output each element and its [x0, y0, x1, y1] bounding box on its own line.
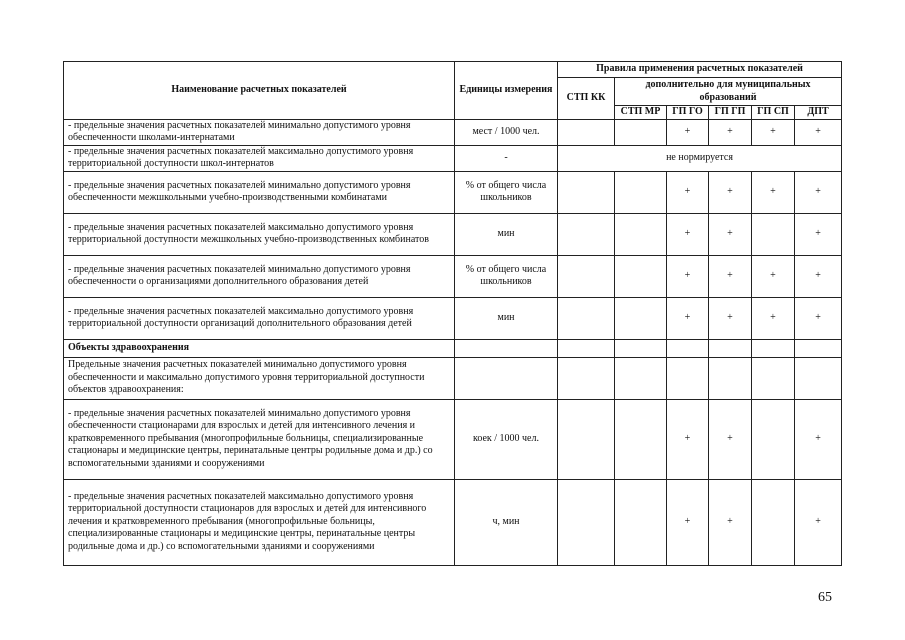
mark-gp-gp: + — [709, 255, 752, 297]
mark-gp-gp — [709, 357, 752, 399]
table-row — [64, 357, 842, 399]
mark-gp-gp: + — [709, 297, 752, 339]
mark-stp-kk — [558, 255, 615, 297]
unit-cell: - — [455, 145, 558, 171]
header-gp-sp: ГП СП — [752, 106, 795, 120]
mark-dpt: + — [795, 479, 842, 565]
mark-gp-go: + — [667, 255, 709, 297]
mark-dpt — [795, 357, 842, 399]
header-stp-mr: СТП МР — [615, 106, 667, 120]
unit-cell: коек / 1000 чел. — [455, 399, 558, 479]
mark-gp-sp: + — [752, 297, 795, 339]
header-stp-kk: СТП КК — [558, 78, 615, 120]
mark-stp-kk — [558, 357, 615, 399]
mark-stp-mr — [615, 297, 667, 339]
mark-stp-mr — [615, 213, 667, 255]
unit-cell: ч, мин — [455, 479, 558, 565]
indicators-table — [63, 61, 842, 566]
mark-stp-mr — [615, 171, 667, 213]
mark-dpt: + — [795, 171, 842, 213]
mark-gp-sp: + — [752, 171, 795, 213]
indicator-name: - предельные значения расчетных показателей максимально допустимого уровня территориальной доступности организаций дополнительного образования детей — [64, 297, 455, 339]
indicator-name: - предельные значения расчетных показателей минимально допустимого уровня обеспеченности стационарами для взрослых и детей для интенсивного лечения и кратковременного пребывания (многопрофильные больницы, специализированные стационары и медицинские центры, перинатальные центры родильные дома и др.) со вспомогательными зданиями и сооружениями — [64, 399, 455, 479]
mark-gp-sp — [752, 479, 795, 565]
mark-stp-mr — [615, 339, 667, 357]
mark-dpt: + — [795, 297, 842, 339]
header-name: Наименование расчетных показателей — [64, 62, 455, 120]
header-additional: дополнительно для муниципальных образований — [615, 78, 842, 106]
not-regulated-cell: не нормируется — [558, 145, 842, 171]
mark-gp-sp: + — [752, 119, 795, 145]
header-unit: Единицы измерения — [455, 62, 558, 120]
header-dpt: ДПТ — [795, 106, 842, 120]
mark-gp-sp — [752, 357, 795, 399]
mark-gp-go: + — [667, 399, 709, 479]
table-row — [64, 171, 842, 213]
mark-stp-kk — [558, 339, 615, 357]
mark-stp-mr — [615, 399, 667, 479]
mark-gp-go — [667, 357, 709, 399]
table-body — [64, 119, 842, 565]
mark-stp-kk — [558, 479, 615, 565]
header-rules: Правила применения расчетных показателей — [558, 62, 842, 78]
section-title: Объекты здравоохранения — [64, 339, 455, 357]
indicator-name: - предельные значения расчетных показателей минимально допустимого уровня обеспеченности о организациями дополнительного образования детей — [64, 255, 455, 297]
section-row — [64, 339, 842, 357]
table-row — [64, 119, 842, 145]
unit-cell — [455, 357, 558, 399]
table-row — [64, 213, 842, 255]
mark-stp-kk — [558, 119, 615, 145]
indicator-name: - предельные значения расчетных показателей максимально допустимого уровня территориальной доступности межшкольных учебно-производственных комбинатов — [64, 213, 455, 255]
mark-gp-go: + — [667, 119, 709, 145]
mark-gp-gp: + — [709, 119, 752, 145]
unit-cell: % от общего числа школьников — [455, 255, 558, 297]
mark-gp-gp: + — [709, 399, 752, 479]
mark-stp-kk — [558, 171, 615, 213]
mark-stp-mr — [615, 119, 667, 145]
mark-gp-gp — [709, 339, 752, 357]
mark-stp-mr — [615, 479, 667, 565]
mark-stp-mr — [615, 255, 667, 297]
mark-dpt — [795, 339, 842, 357]
unit-cell: мест / 1000 чел. — [455, 119, 558, 145]
indicator-name: - предельные значения расчетных показателей максимально допустимого уровня территориальной доступности стационаров для взрослых и детей для интенсивного лечения и кратковременного пребывания (многопрофильные больницы, специализированные стационары и медицинские центры, перинатальные центры родильные дома и др.) со вспомогательными зданиями и сооружениями — [64, 479, 455, 565]
indicator-name: - предельные значения расчетных показателей максимально допустимого уровня территориальной доступности школ-интернатов — [64, 145, 455, 171]
mark-dpt: + — [795, 213, 842, 255]
unit-cell: мин — [455, 297, 558, 339]
unit-cell: мин — [455, 213, 558, 255]
mark-gp-sp — [752, 399, 795, 479]
mark-gp-gp: + — [709, 479, 752, 565]
mark-stp-kk — [558, 399, 615, 479]
table-row — [64, 145, 842, 171]
header-gp-go: ГП ГО — [667, 106, 709, 120]
table-row — [64, 255, 842, 297]
unit-cell — [455, 339, 558, 357]
mark-gp-go — [667, 339, 709, 357]
table-row — [64, 479, 842, 565]
mark-gp-sp — [752, 339, 795, 357]
mark-gp-sp — [752, 213, 795, 255]
mark-dpt: + — [795, 119, 842, 145]
indicator-name: - предельные значения расчетных показателей минимально допустимого уровня обеспеченности школами-интернатами — [64, 119, 455, 145]
page-number: 65 — [818, 590, 832, 605]
mark-stp-mr — [615, 357, 667, 399]
mark-gp-go: + — [667, 213, 709, 255]
mark-gp-go: + — [667, 171, 709, 213]
mark-gp-gp: + — [709, 213, 752, 255]
mark-stp-kk — [558, 213, 615, 255]
table-row — [64, 399, 842, 479]
mark-gp-go: + — [667, 479, 709, 565]
mark-stp-kk — [558, 297, 615, 339]
mark-gp-gp: + — [709, 171, 752, 213]
mark-gp-sp: + — [752, 255, 795, 297]
mark-dpt: + — [795, 255, 842, 297]
header-gp-gp: ГП ГП — [709, 106, 752, 120]
mark-gp-go: + — [667, 297, 709, 339]
mark-dpt: + — [795, 399, 842, 479]
unit-cell: % от общего числа школьников — [455, 171, 558, 213]
indicator-name: Предельные значения расчетных показателей минимально допустимого уровня обеспеченности и максимально допустимого уровня территориальной доступности объектов здравоохранения: — [64, 357, 455, 399]
table-row — [64, 297, 842, 339]
indicator-name: - предельные значения расчетных показателей минимально допустимого уровня обеспеченности межшкольными учебно-производственными комбинатами — [64, 171, 455, 213]
